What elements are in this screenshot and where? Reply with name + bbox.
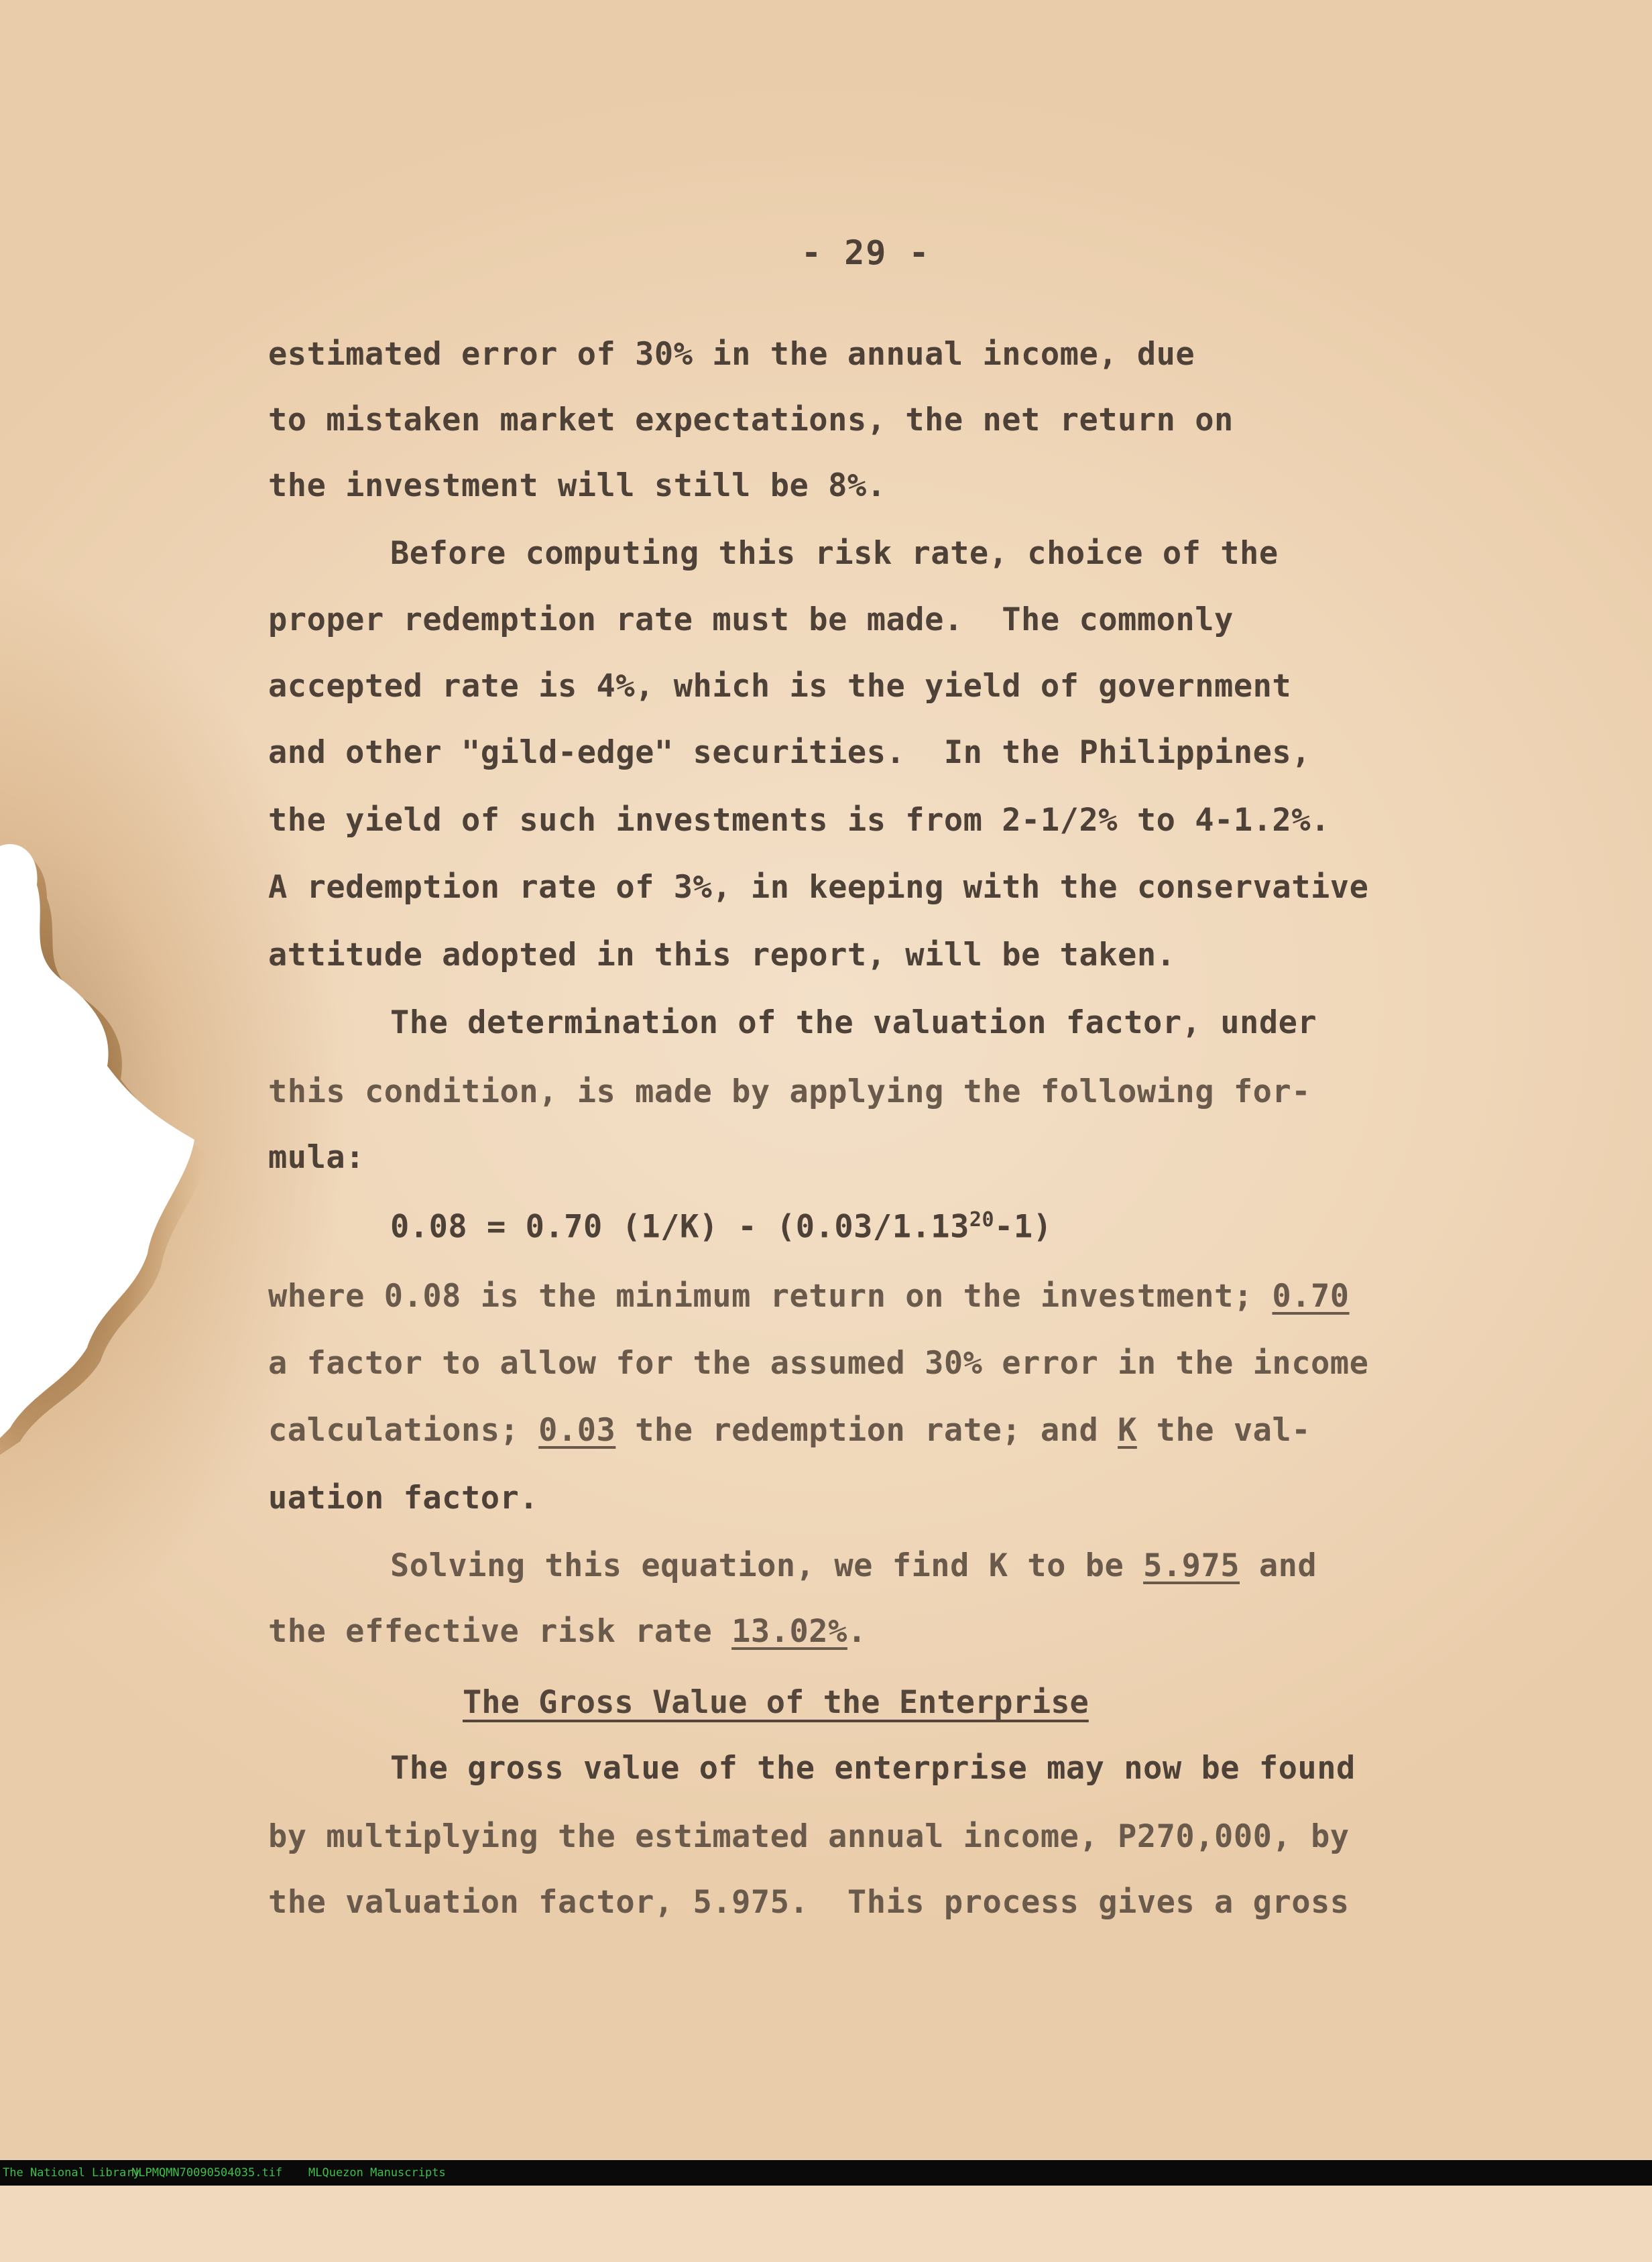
- page-number: - 29 -: [801, 233, 931, 272]
- formula: [390, 1208, 1053, 1246]
- footer-library: The National Library: [3, 2166, 140, 2180]
- explanation-line-4: uation factor.: [268, 1480, 539, 1516]
- burn-hole: [0, 838, 221, 1462]
- formula-main: 0.08 = 0.70 (1/K) - (0.03/1.13: [390, 1208, 969, 1246]
- text-line-7: and other "gild-edge" securities. In the Philippines,: [268, 734, 1311, 771]
- solution-text: and: [1240, 1547, 1317, 1584]
- text-line-6: accepted rate is 4%, which is the yield of government: [268, 668, 1292, 705]
- footer-bar: [0, 2160, 1652, 2186]
- final-line-3: the valuation factor, 5.975. This process gives a gross: [268, 1884, 1350, 1921]
- text-line-8: the yield of such investments is from 2-1/2% to 4-1.2%.: [268, 802, 1330, 839]
- text-line-12: this condition, is made by applying the following for-: [268, 1073, 1311, 1110]
- underlined-value: 0.03: [538, 1412, 616, 1449]
- text-line-9: A redemption rate of 3%, in keeping with the conservative: [268, 869, 1369, 906]
- text-line-3: the investment will still be 8%.: [268, 467, 886, 504]
- text-line-5: proper redemption rate must be made. The commonly: [268, 601, 1234, 638]
- solution-text: Solving this equation, we find K to be: [390, 1547, 1144, 1584]
- text-line-1: estimated error of 30% in the annual income, due: [268, 336, 1195, 373]
- text-line-13: mula:: [268, 1139, 365, 1176]
- solution-text: .: [847, 1613, 867, 1650]
- explanation-text: the val-: [1136, 1412, 1311, 1449]
- text-line-4: Before computing this risk rate, choice of the: [390, 535, 1279, 572]
- formula-tail: -1): [994, 1208, 1053, 1246]
- underlined-value: K: [1118, 1412, 1137, 1449]
- section-heading: The Gross Value of the Enterprise: [463, 1684, 1089, 1721]
- underlined-value: 5.975: [1143, 1547, 1240, 1584]
- solution-line-2: [268, 1613, 867, 1650]
- explanation-line-2: a factor to allow for the assumed 30% error in the income: [268, 1345, 1369, 1382]
- solution-line-1: [390, 1547, 1317, 1584]
- footer-collection: MLQuezon Manuscripts: [308, 2166, 446, 2180]
- text-line-2: to mistaken market expectations, the net return on: [268, 402, 1234, 438]
- final-line-2: by multiplying the estimated annual income, P270,000, by: [268, 1818, 1350, 1855]
- explanation-line-1: [268, 1278, 1350, 1315]
- explanation-text: where 0.08 is the minimum return on the investment;: [268, 1278, 1273, 1315]
- explanation-text: the redemption rate; and: [615, 1412, 1118, 1449]
- footer-file: NLPMQMN70090504035.tif: [131, 2166, 283, 2180]
- text-line-11: The determination of the valuation factor, under: [390, 1004, 1317, 1041]
- text-line-10: attitude adopted in this report, will be taken.: [268, 937, 1176, 973]
- final-line-1: The gross value of the enterprise may now be found: [390, 1750, 1356, 1787]
- underlined-value: 13.02%: [731, 1613, 847, 1650]
- underlined-value: 0.70: [1272, 1278, 1350, 1315]
- solution-text: the effective risk rate: [268, 1613, 732, 1650]
- explanation-text: calculations;: [268, 1412, 539, 1449]
- explanation-line-3: [268, 1412, 1311, 1449]
- formula-exponent: 20: [969, 1208, 995, 1232]
